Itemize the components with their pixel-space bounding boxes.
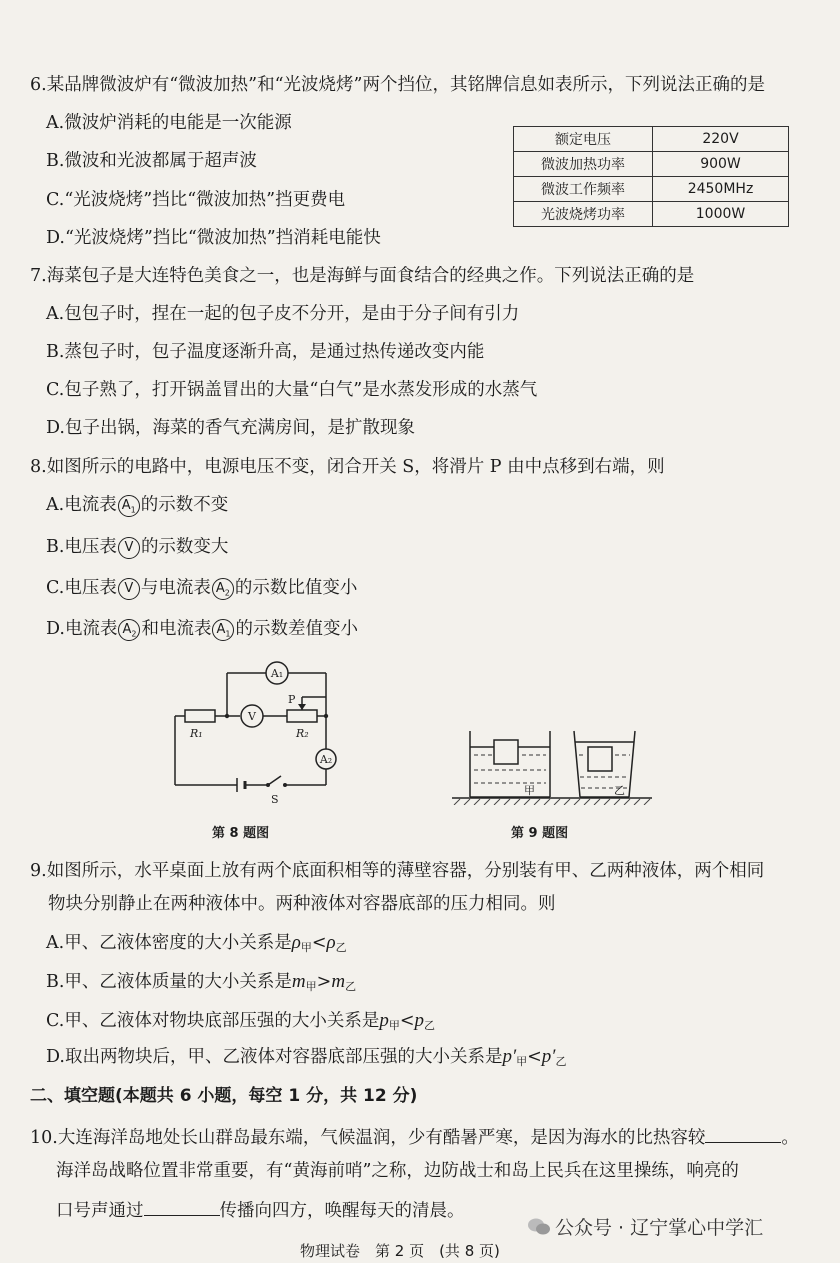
meter-sub: 1 xyxy=(130,505,136,515)
label-p: P xyxy=(288,693,296,706)
question-text: 传播向四方，唤醒每天的清晨。 xyxy=(219,1201,465,1221)
table-row xyxy=(514,177,789,202)
meter-letter: A xyxy=(215,580,225,596)
meter-sub: 2 xyxy=(131,629,137,639)
ammeter-a1-icon xyxy=(118,495,140,517)
label-r2: R₂ xyxy=(296,727,309,740)
table-row xyxy=(514,152,789,177)
symbol: p xyxy=(414,1010,424,1031)
label-yi: 乙 xyxy=(614,784,625,797)
fig8-caption: 第 8 题图 xyxy=(212,826,270,841)
watermark-text: 公众号 · 辽宁掌心中学汇 xyxy=(555,1217,764,1239)
circuit-diagram xyxy=(160,655,360,815)
q7-option-a: A.包包子时，捏在一起的包子皮不分开，是由于分子间有引力 xyxy=(46,304,520,324)
voltmeter-icon xyxy=(118,537,140,559)
question-text: 。 xyxy=(781,1128,799,1148)
option-text: D.取出两物块后，甲、乙液体对容器底部压强的大小关系是 xyxy=(46,1047,503,1067)
option-text: 的示数不变 xyxy=(140,495,229,515)
ammeter-a2-icon xyxy=(212,578,234,600)
option-text: 与电流表 xyxy=(140,578,211,598)
symbol: ρ xyxy=(291,932,301,953)
page-footer: 物理试卷 第 2 页 (共 8 页) xyxy=(300,1242,500,1260)
label-v: V xyxy=(248,710,256,723)
q9-option-b xyxy=(46,971,356,998)
relation: < xyxy=(311,933,327,953)
option-text: D.电流表 xyxy=(46,619,118,639)
option-text: A.电流表 xyxy=(46,495,117,515)
q9-option-c xyxy=(46,1010,435,1037)
option-text: C.电压表 xyxy=(46,578,117,598)
answer-blank[interactable] xyxy=(144,1197,220,1216)
q9-stem-line1: 9.如图所示，水平桌面上放有两个底面积相等的薄壁容器，分别装有甲、乙两种液体，两个相同 xyxy=(30,861,765,881)
table-cell: 微波加热功率 xyxy=(514,152,653,177)
question-text: 口号声通过 xyxy=(56,1201,144,1221)
meter-sub: 1 xyxy=(225,629,231,639)
option-text: C.甲、乙液体对物块底部压强的大小关系是 xyxy=(46,1011,380,1031)
table-row xyxy=(514,127,789,152)
wechat-icon xyxy=(527,1217,551,1237)
option-text: 和电流表 xyxy=(141,619,212,639)
q10-line1 xyxy=(30,1124,799,1149)
ammeter-a1-icon xyxy=(212,619,234,641)
q6-option-d: D.“光波烧烤”挡比“微波加热”挡消耗电能快 xyxy=(46,228,381,248)
symbol: m xyxy=(291,971,306,992)
meter-sub: 2 xyxy=(224,588,230,598)
meter-letter: A xyxy=(216,621,226,637)
q9-option-d xyxy=(46,1046,566,1073)
symbol: p xyxy=(379,1010,389,1031)
subscript: 甲 xyxy=(388,1019,400,1032)
symbol: p′ xyxy=(502,1046,517,1067)
section-title: 二、填空题(本题共 6 小题，每空 1 分，共 12 分) xyxy=(30,1086,418,1106)
q6-option-b: B.微波和光波都属于超声波 xyxy=(46,151,257,171)
meter-letter: A xyxy=(121,497,131,513)
q9-option-a xyxy=(46,932,347,959)
wechat-watermark xyxy=(527,1213,763,1240)
voltmeter-icon xyxy=(118,578,140,600)
label-a1: A₁ xyxy=(270,667,284,680)
meter-letter: V xyxy=(124,580,134,596)
subscript: 乙 xyxy=(555,1055,567,1068)
subscript: 甲 xyxy=(516,1055,528,1068)
q9-stem-line2: 物块分别静止在两种液体中。两种液体对容器底部的压力相同。则 xyxy=(48,894,556,914)
q7-stem: 7.海菜包子是大连特色美食之一，也是海鲜与面食结合的经典之作。下列说法正确的是 xyxy=(30,266,695,286)
q10-line2: 海洋岛战略位置非常重要，有“黄海前哨”之称，边防战士和岛上民兵在这里操练，响亮的 xyxy=(56,1161,739,1181)
ammeter-a2-icon xyxy=(118,619,140,641)
option-text: B.电压表 xyxy=(46,537,117,557)
table-cell: 900W xyxy=(653,152,789,177)
table-cell: 220V xyxy=(653,127,789,152)
option-text: A.甲、乙液体密度的大小关系是 xyxy=(46,933,292,953)
label-a2: A₂ xyxy=(319,753,333,766)
table-row xyxy=(514,202,789,227)
containers-diagram xyxy=(452,725,652,805)
subscript: 乙 xyxy=(335,941,347,954)
q8-option-b xyxy=(46,536,228,559)
subscript: 乙 xyxy=(345,980,357,993)
symbol: ρ xyxy=(326,932,336,953)
q8-stem: 8.如图所示的电路中，电源电压不变，闭合开关 S，将滑片 P 由中点移到右端，则 xyxy=(30,457,665,477)
option-text: 的示数比值变小 xyxy=(234,578,358,598)
q8-option-d xyxy=(46,618,358,641)
subscript: 乙 xyxy=(424,1019,435,1032)
relation: < xyxy=(527,1047,542,1067)
table-cell: 光波烧烤功率 xyxy=(514,202,653,227)
q7-option-c: C.包子熟了，打开锅盖冒出的大量“白气”是水蒸发形成的水蒸气 xyxy=(46,380,538,400)
fig9-caption: 第 9 题图 xyxy=(511,826,569,841)
subscript: 甲 xyxy=(305,980,317,993)
nameplate-table xyxy=(513,126,789,227)
symbol: m xyxy=(331,971,346,992)
meter-letter: V xyxy=(124,539,134,555)
meter-letter: A xyxy=(122,621,132,637)
table-cell: 微波工作频率 xyxy=(514,177,653,202)
label-s: S xyxy=(271,793,279,806)
q6-stem: 6.某品牌微波炉有“微波加热”和“光波烧烤”两个挡位，其铭牌信息如表所示，下列说法正确的是 xyxy=(30,75,765,95)
q7-option-b: B.蒸包子时，包子温度逐渐升高，是通过热传递改变内能 xyxy=(46,342,485,362)
table-cell: 1000W xyxy=(653,202,789,227)
q10-line3 xyxy=(56,1197,465,1222)
option-text: B.甲、乙液体质量的大小关系是 xyxy=(46,972,292,992)
question-text: 10.大连海洋岛地处长山群岛最东端，气候温润，少有酷暑严寒，是因为海水的比热容较 xyxy=(30,1128,706,1148)
answer-blank[interactable] xyxy=(705,1124,781,1143)
relation: > xyxy=(316,972,332,992)
q8-option-a xyxy=(46,494,228,517)
label-r1: R₁ xyxy=(190,727,203,740)
symbol: p′ xyxy=(541,1046,556,1067)
table-cell: 2450MHz xyxy=(653,177,789,202)
relation: < xyxy=(399,1011,415,1031)
subscript: 甲 xyxy=(300,941,312,954)
q7-option-d: D.包子出锅，海菜的香气充满房间，是扩散现象 xyxy=(46,418,415,438)
table-cell: 额定电压 xyxy=(514,127,653,152)
option-text: 的示数变大 xyxy=(140,537,229,557)
label-jia: 甲 xyxy=(524,784,535,797)
option-text: 的示数差值变小 xyxy=(235,619,358,639)
q6-option-a: A.微波炉消耗的电能是一次能源 xyxy=(46,113,292,133)
q6-option-c: C.“光波烧烤”挡比“微波加热”挡更费电 xyxy=(46,190,346,210)
q8-option-c xyxy=(46,577,357,600)
